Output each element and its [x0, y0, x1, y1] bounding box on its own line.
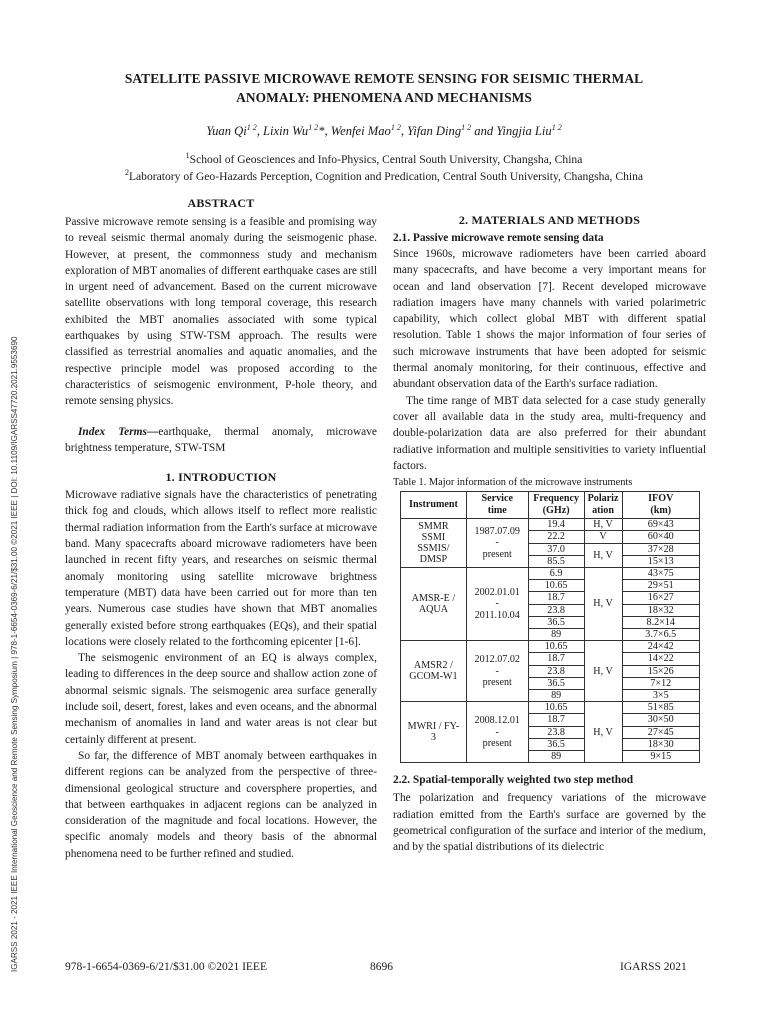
polarization-cell: H, V [584, 519, 622, 531]
ifov-cell: 9×15 [622, 751, 700, 763]
ifov-cell: 29×51 [622, 580, 700, 592]
frequency-cell: 23.8 [528, 604, 584, 616]
polarization-cell: V [584, 531, 622, 543]
affiliation-1: $^1$School of Geosciences and Info-Physics, Central South University, Changsha, China [185, 151, 583, 166]
table-header-cell: Polariz ation [584, 492, 622, 519]
instrument-cell: SMMR SSMI SSMIS/ DMSP [401, 519, 467, 568]
frequency-cell: 22.2 [528, 531, 584, 543]
ifov-cell: 15×26 [622, 665, 700, 677]
ifov-cell: 27×45 [622, 726, 700, 738]
methods-heading: 2. MATERIALS AND METHODS [458, 213, 641, 227]
service-time-cell: 2012.07.02 - present [466, 641, 528, 702]
frequency-cell: 89 [528, 628, 584, 640]
ifov-cell: 16×27 [622, 592, 700, 604]
polarization-cell: H, V [584, 567, 622, 640]
ifov-cell: 18×30 [622, 738, 700, 750]
frequency-cell: 10.65 [528, 702, 584, 714]
frequency-cell: 10.65 [528, 641, 584, 653]
footer-isbn: 978-1-6654-0369-6/21/$31.00 ©2021 IEEE [65, 961, 267, 973]
instrument-table [400, 491, 700, 763]
ifov-cell: 15×13 [622, 555, 700, 567]
section-2-2-heading: 2.2. Spatial-temporally weighted two step method [393, 774, 634, 787]
frequency-cell: 36.5 [528, 677, 584, 689]
frequency-cell: 89 [528, 751, 584, 763]
service-time-cell: 2008.12.01 - present [466, 702, 528, 763]
author: Yuan $Qi^{1 2}$ [206, 122, 257, 138]
frequency-cell: 10.65 [528, 580, 584, 592]
table-row [401, 519, 700, 531]
title-line-1: SATELLITE PASSIVE MICROWAVE REMOTE SENSING FOR SEISMIC THERMAL [124, 71, 644, 86]
author-list: Yuan $Qi^{1 2}$, Lixin $Wu^{1 2}*$, Wenfei Mao$^{1 2}$, Yifan Ding$^{1 2}$ and Yingjia Liu$^{1 2}$ [206, 122, 562, 138]
ifov-cell: 30×50 [622, 714, 700, 726]
ifov-cell: 14×22 [622, 653, 700, 665]
intro-paragraph-3: So far, the difference of MBT anomaly between earthquakes in different regions can be analyzed from the perspective of three-dimensional geological structure and coversphere properties, and that between earthquakes in adjacent regions can be analyzed in consideration of the magnitude and focal locations. However, the specific anomaly models and theory basis of the abnormal phenomena need to be further refined and studied. [65, 749, 377, 860]
frequency-cell: 18.7 [528, 714, 584, 726]
affiliation-2: $^2$Laboratory of Geo-Hazards Perception, Cognition and Predication, Central South University, Changsha, China [124, 168, 644, 183]
intro-paragraph-2: The seismogenic environment of an EQ is always complex, leading to differences in the deep source and shallow action zone of abnormal seismic signals. The seismogenic area surface generally include soil, desert, forest, lakes and even oceans, and the abnormal mechanism of anomalies in land and water areas is not clear but certainly different at present. [65, 652, 377, 746]
footer-venue: IGARSS 2021 [620, 961, 687, 973]
polarization-cell: H, V [584, 543, 622, 567]
ifov-cell: 24×42 [622, 641, 700, 653]
ifov-cell: 18×32 [622, 604, 700, 616]
frequency-cell: 85.5 [528, 555, 584, 567]
frequency-cell: 36.5 [528, 738, 584, 750]
table-body [401, 519, 700, 763]
section-2-1-heading: 2.1. Passive microwave remote sensing data [393, 232, 604, 244]
service-time-cell: 2002.01.01 - 2011.10.04 [466, 567, 528, 640]
frequency-cell: 18.7 [528, 592, 584, 604]
author: Yifan Ding$^{1 2}$ [407, 122, 472, 138]
table-header-cell: Service time [466, 492, 528, 519]
frequency-cell: 23.8 [528, 726, 584, 738]
intro-heading: 1. INTRODUCTION [165, 470, 277, 485]
table-header-cell: IFOV (km) [622, 492, 700, 519]
author: Wenfei Mao$^{1 2}$ [330, 122, 401, 138]
table-caption: Table 1. Major information of the microwave instruments [393, 477, 633, 489]
frequency-cell: 6.9 [528, 567, 584, 579]
ifov-cell: 3.7×6.5 [622, 628, 700, 640]
table-header-row [401, 492, 700, 519]
table-row [401, 567, 700, 579]
ifov-cell: 43×75 [622, 567, 700, 579]
frequency-cell: 18.7 [528, 653, 584, 665]
abstract-text: Passive microwave remote sensing is a feasible and promising way to reveal seismic thermal anomaly during the seismogenic phase. However, at present, the commonness study and mechanism exploration of MBT anomalies of different earthquake cases are still in urgent need of advancement. Based on the current microwave satellite observations with long temporal coverage, this research exhibited the MBT anomalies associated with some typical earthquakes by using STW-TSM approach. The results were classified as terrestrial anomalies and aquatic anomalies, and the respective principle model was proposed according to the characteristics of seismogenic environment, P-hole theory, and remote sensing physics. [65, 216, 377, 408]
section-2-2-paragraph: The polarization and frequency variations of the microwave radiation emitted from the Earth's surface are governed by the geometrical configuration of the surface and interior of the medium, and by the spatial distributions of its dielectric [393, 792, 706, 854]
frequency-cell: 37.0 [528, 543, 584, 555]
instrument-cell: AMSR2 / GCOM-W1 [401, 641, 467, 702]
left-column [65, 196, 377, 862]
section-2-1-paragraph-1: Since 1960s, microwave radiometers have been carried aboard many spacecrafts, and have become a very important means for ocean and land observation [7]. Recent developed microwave radiation imagers have many channels with varied polarimetric capability, which collect global MBT with different spatial resolution. Table 1 shows the major information of four series of such microwave instruments that have been adopted for seismic thermal anomaly monitoring, for their continuous, effective and abundant observation data of the Earth's surface radiation. [393, 248, 706, 391]
ifov-cell: 60×40 [622, 531, 700, 543]
table-header-cell: Instrument [401, 492, 467, 519]
author: Lixin $Wu^{1 2}*$ [263, 122, 325, 138]
author: Yingjia Liu$^{1 2}$ [496, 122, 562, 138]
ifov-cell: 69×43 [622, 519, 700, 531]
frequency-cell: 36.5 [528, 616, 584, 628]
ifov-cell: 37×28 [622, 543, 700, 555]
intro-paragraph-1: Microwave radiative signals have the characteristics of penetrating thick fog and clouds, which allows itself to reflect more realistic thermal radiation information from the Earth's surface at microwave band. Many spacecrafts aboard microwave radiometers have been launched in recent fifty years, and researches on seismic thermal anomaly monitoring using satellite microwave brightness temperature (MBT) data have been carried out for more than ten years. Numerous case studies have shown that MBT anomalies generally existed before strong earthquakes (EQs), and their spatial locations were closely related to the forthcoming epicenter [1-6]. [65, 489, 377, 648]
ifov-cell: 8.2×14 [622, 616, 700, 628]
table-row [401, 641, 700, 653]
table-header-cell: Frequency (GHz) [528, 492, 584, 519]
frequency-cell: 19.4 [528, 519, 584, 531]
polarization-cell: H, V [584, 641, 622, 702]
abstract-heading: ABSTRACT [187, 196, 255, 210]
title-line-2: ANOMALY: PHENOMENA AND MECHANISMS [236, 90, 532, 105]
right-column [393, 213, 706, 855]
doi-sidebar-text: IGARSS 2021 - 2021 IEEE International Geoscience and Remote Sensing Symposium | 978-1-6654-0369-6/21/$31.00 ©2021 IEEE | DOI: 10.1109/IGARSS47720.2021.9553690 [10, 336, 19, 972]
ifov-cell: 7×12 [622, 677, 700, 689]
instrument-cell: MWRI / FY- 3 [401, 702, 467, 763]
doi-sidebar [8, 0, 22, 1024]
footer-page-number: 8696 [370, 961, 393, 973]
section-2-1-paragraph-2: The time range of MBT data selected for a case study generally cover all available data in the study area, multi-frequency and double-polarization data are also preferred for their abundant radiative information and multiple sensitivities to variety influential factors. [393, 394, 706, 472]
frequency-cell: 89 [528, 690, 584, 702]
ifov-cell: 51×85 [622, 702, 700, 714]
table-row [401, 702, 700, 714]
instrument-cell: AMSR-E / AQUA [401, 567, 467, 640]
paper-title [60, 69, 708, 107]
ifov-cell: 3×5 [622, 690, 700, 702]
service-time-cell: 1987.07.09 - present [466, 519, 528, 568]
index-terms: Index Terms—earthquake, thermal anomaly, microwave brightness temperature, STW-TSM [65, 425, 377, 454]
frequency-cell: 23.8 [528, 665, 584, 677]
polarization-cell: H, V [584, 702, 622, 763]
